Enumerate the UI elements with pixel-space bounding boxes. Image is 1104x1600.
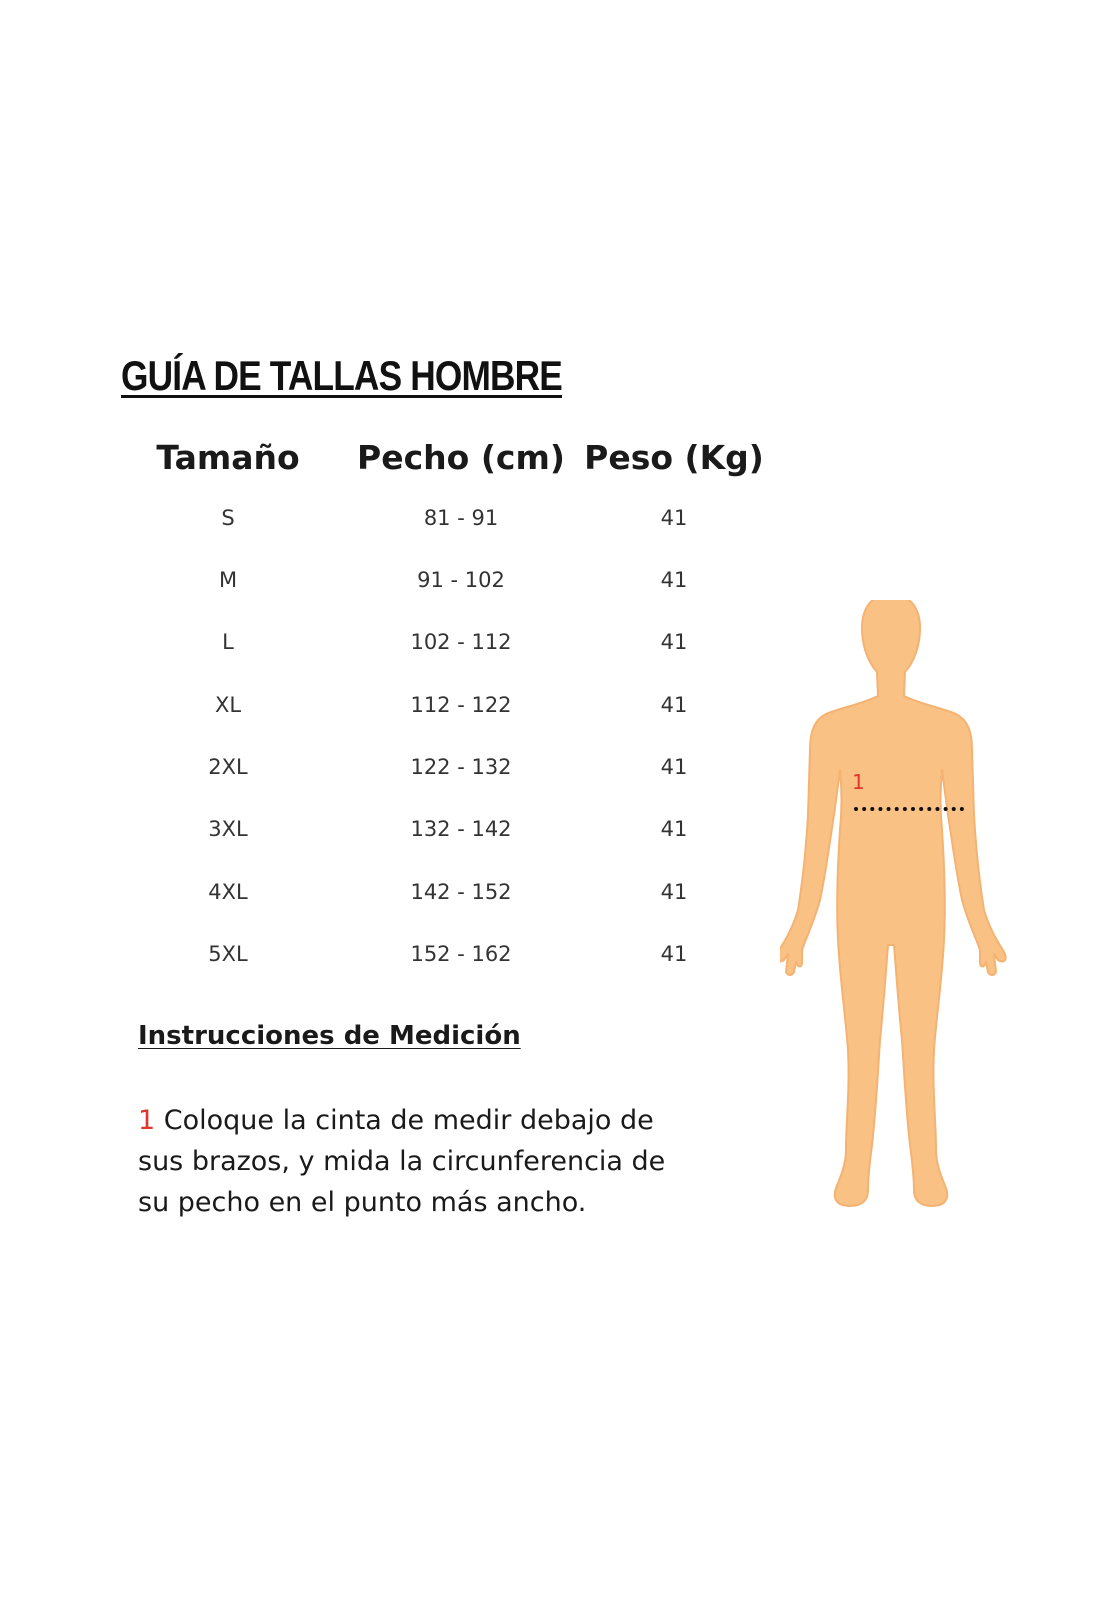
instruction-line: su pecho en el punto más ancho. [138, 1187, 587, 1218]
chest-cell: 102 - 112 [410, 630, 512, 654]
weight-cell: 41 [660, 568, 688, 592]
size-cell: 3XL [208, 817, 248, 841]
table-row [0, 498, 1104, 538]
size-cell: L [222, 630, 234, 654]
weight-cell: 41 [660, 630, 688, 654]
instruction-line [138, 1100, 698, 1141]
body-silhouette [780, 600, 1006, 1206]
measuring-tape-line [854, 807, 964, 811]
chest-cell: 112 - 122 [410, 693, 512, 717]
instructions-text [138, 1100, 698, 1223]
measurement-point-label: 1 [852, 770, 865, 794]
weight-cell: 41 [660, 880, 688, 904]
weight-cell: 41 [660, 693, 688, 717]
chest-cell: 91 - 102 [417, 568, 505, 592]
chest-cell: 152 - 162 [410, 942, 512, 966]
weight-cell: 41 [660, 506, 688, 530]
chest-cell: 132 - 142 [410, 817, 512, 841]
column-header-size: Tamaño [156, 438, 300, 477]
column-header-weight: Peso (Kg) [584, 438, 764, 477]
column-header-chest: Pecho (cm) [357, 438, 565, 477]
chest-cell: 81 - 91 [423, 506, 499, 530]
step-number: 1 [138, 1105, 156, 1136]
weight-cell: 41 [660, 817, 688, 841]
chest-cell: 122 - 132 [410, 755, 512, 779]
size-cell: M [218, 568, 238, 592]
chest-cell: 142 - 152 [410, 880, 512, 904]
size-cell: 5XL [208, 942, 248, 966]
size-cell: 2XL [208, 755, 248, 779]
size-cell: 4XL [208, 880, 248, 904]
instruction-line: sus brazos, y mida la circunferencia de [138, 1146, 666, 1177]
weight-cell: 41 [660, 755, 688, 779]
page-title: GUÍA DE TALLAS HOMBRE [121, 352, 562, 399]
instructions-heading: Instrucciones de Medición [138, 1021, 521, 1051]
size-cell: XL [214, 693, 242, 717]
body-figure-illustration [780, 600, 1020, 1240]
size-cell: S [221, 506, 235, 530]
table-row [0, 560, 1104, 600]
weight-cell: 41 [660, 942, 688, 966]
instruction-line-text: Coloque la cinta de medir debajo de [155, 1105, 654, 1136]
